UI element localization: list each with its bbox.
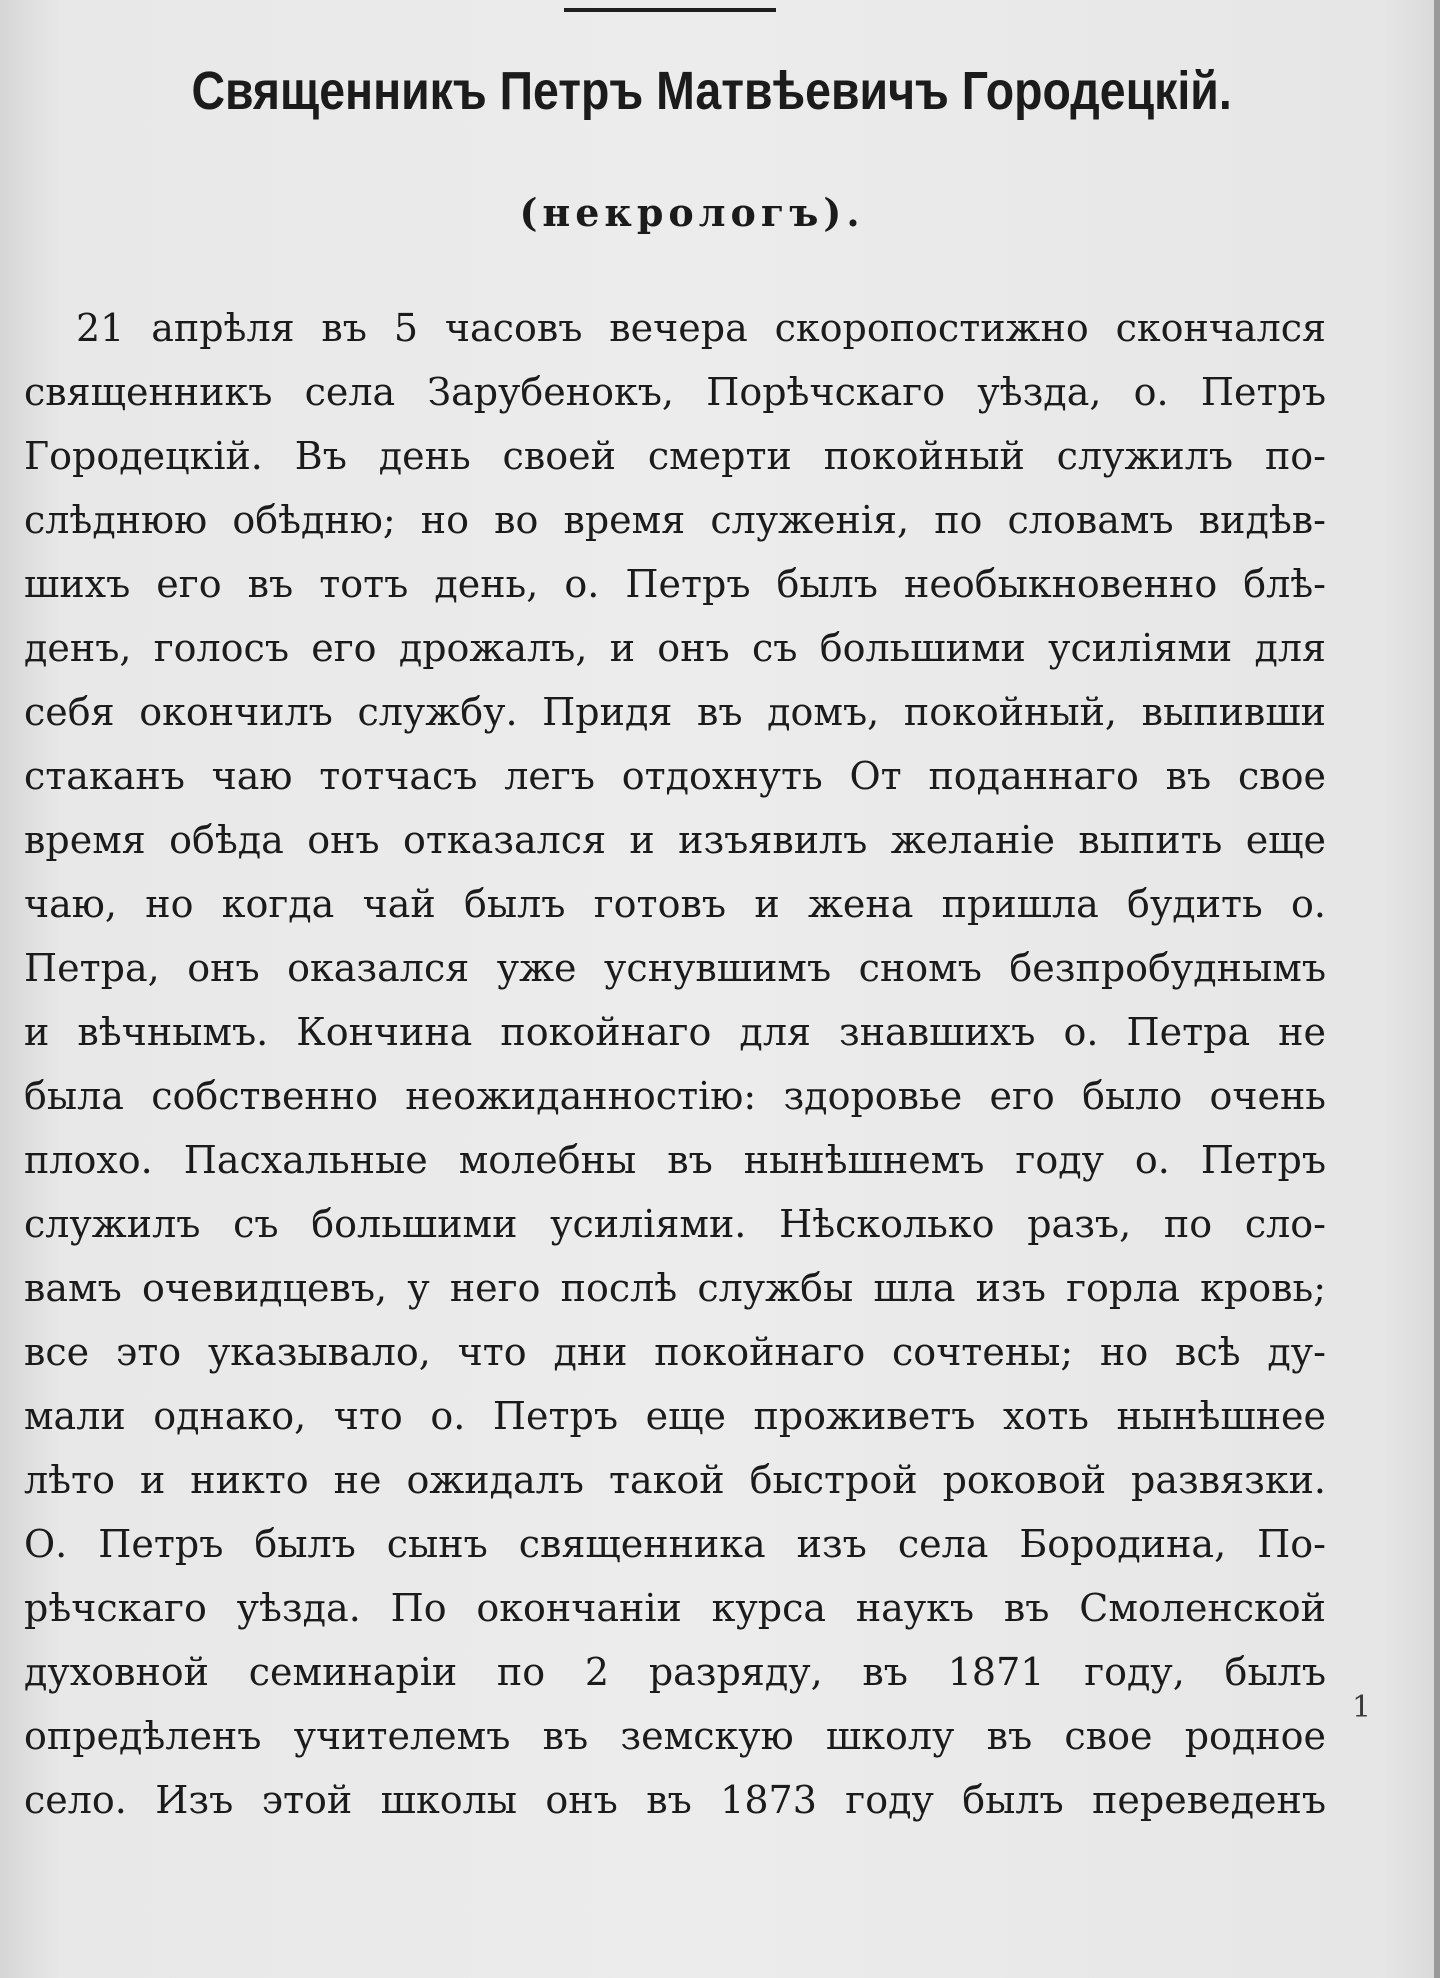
text-line: мали однако, что о. Петръ еще проживетъ хоть нынѣшнее — [24, 1394, 1326, 1438]
text-line: себя окончилъ службу. Придя въ домъ, покойный, выпивши — [24, 690, 1326, 734]
text-line: лѣто и никто не ожидалъ такой быстрой роковой развязки. — [24, 1458, 1326, 1502]
text-line: служилъ съ большими усиліями. Нѣсколько разъ, по сло- — [24, 1202, 1326, 1246]
text-line: духовной семинаріи по 2 разряду, въ 1871 году, былъ — [24, 1650, 1326, 1694]
text-line: была собственно неожиданностію: здоровье его было очень — [24, 1074, 1326, 1118]
text-line: чаю, но когда чай былъ готовъ и жена пришла будить о. — [24, 882, 1326, 926]
text-line: время обѣда онъ отказался и изъявилъ желаніе выпить еще — [24, 818, 1326, 862]
text-line: стаканъ чаю тотчасъ легъ отдохнуть От поданнаго въ свое — [24, 754, 1326, 798]
text-line: рѣчскаго уѣзда. По окончаніи курса наукъ въ Смоленской — [24, 1586, 1326, 1630]
article-subtitle: (некрологъ). — [519, 190, 865, 235]
text-line: 21 апрѣля въ 5 часовъ вечера скоропостижно скончался — [76, 306, 1326, 350]
text-line: денъ, голосъ его дрожалъ, и онъ съ большими усиліями для — [24, 626, 1326, 670]
page-edge — [1434, 0, 1440, 1978]
text-line: священникъ села Зарубенокъ, Порѣчскаго уѣзда, о. Петръ — [24, 370, 1326, 414]
text-line: слѣднюю обѣдню; но во время служенія, по словамъ видѣв- — [24, 498, 1326, 542]
text-line: плохо. Пасхальные молебны въ нынѣшнемъ году о. Петръ — [24, 1138, 1326, 1182]
text-line: и вѣчнымъ. Кончина покойнаго для знавшихъ о. Петра не — [24, 1010, 1326, 1054]
text-line: вамъ очевидцевъ, у него послѣ службы шла изъ горла кровь; — [24, 1266, 1326, 1310]
text-line: опредѣленъ учителемъ въ земскую школу въ свое родное — [24, 1714, 1326, 1758]
text-line: село. Изъ этой школы онъ въ 1873 году былъ переведенъ — [24, 1778, 1326, 1822]
text-line: Городецкій. Въ день своей смерти покойный служилъ по- — [24, 434, 1326, 478]
text-line: все это указывало, что дни покойнаго сочтены; но всѣ ду- — [24, 1330, 1326, 1374]
top-rule — [564, 8, 776, 12]
article-title: Священникъ Петръ Матвѣевичъ Городецкій. — [191, 61, 1232, 121]
text-line: шихъ его въ тотъ день, о. Петръ былъ необыкновенно блѣ- — [24, 562, 1326, 606]
text-line: О. Петръ былъ сынъ священника изъ села Бородина, По- — [24, 1522, 1326, 1566]
margin-mark: 1 — [1352, 1690, 1372, 1725]
text-line: Петра, онъ оказался уже уснувшимъ сномъ безпробуднымъ — [24, 946, 1326, 990]
